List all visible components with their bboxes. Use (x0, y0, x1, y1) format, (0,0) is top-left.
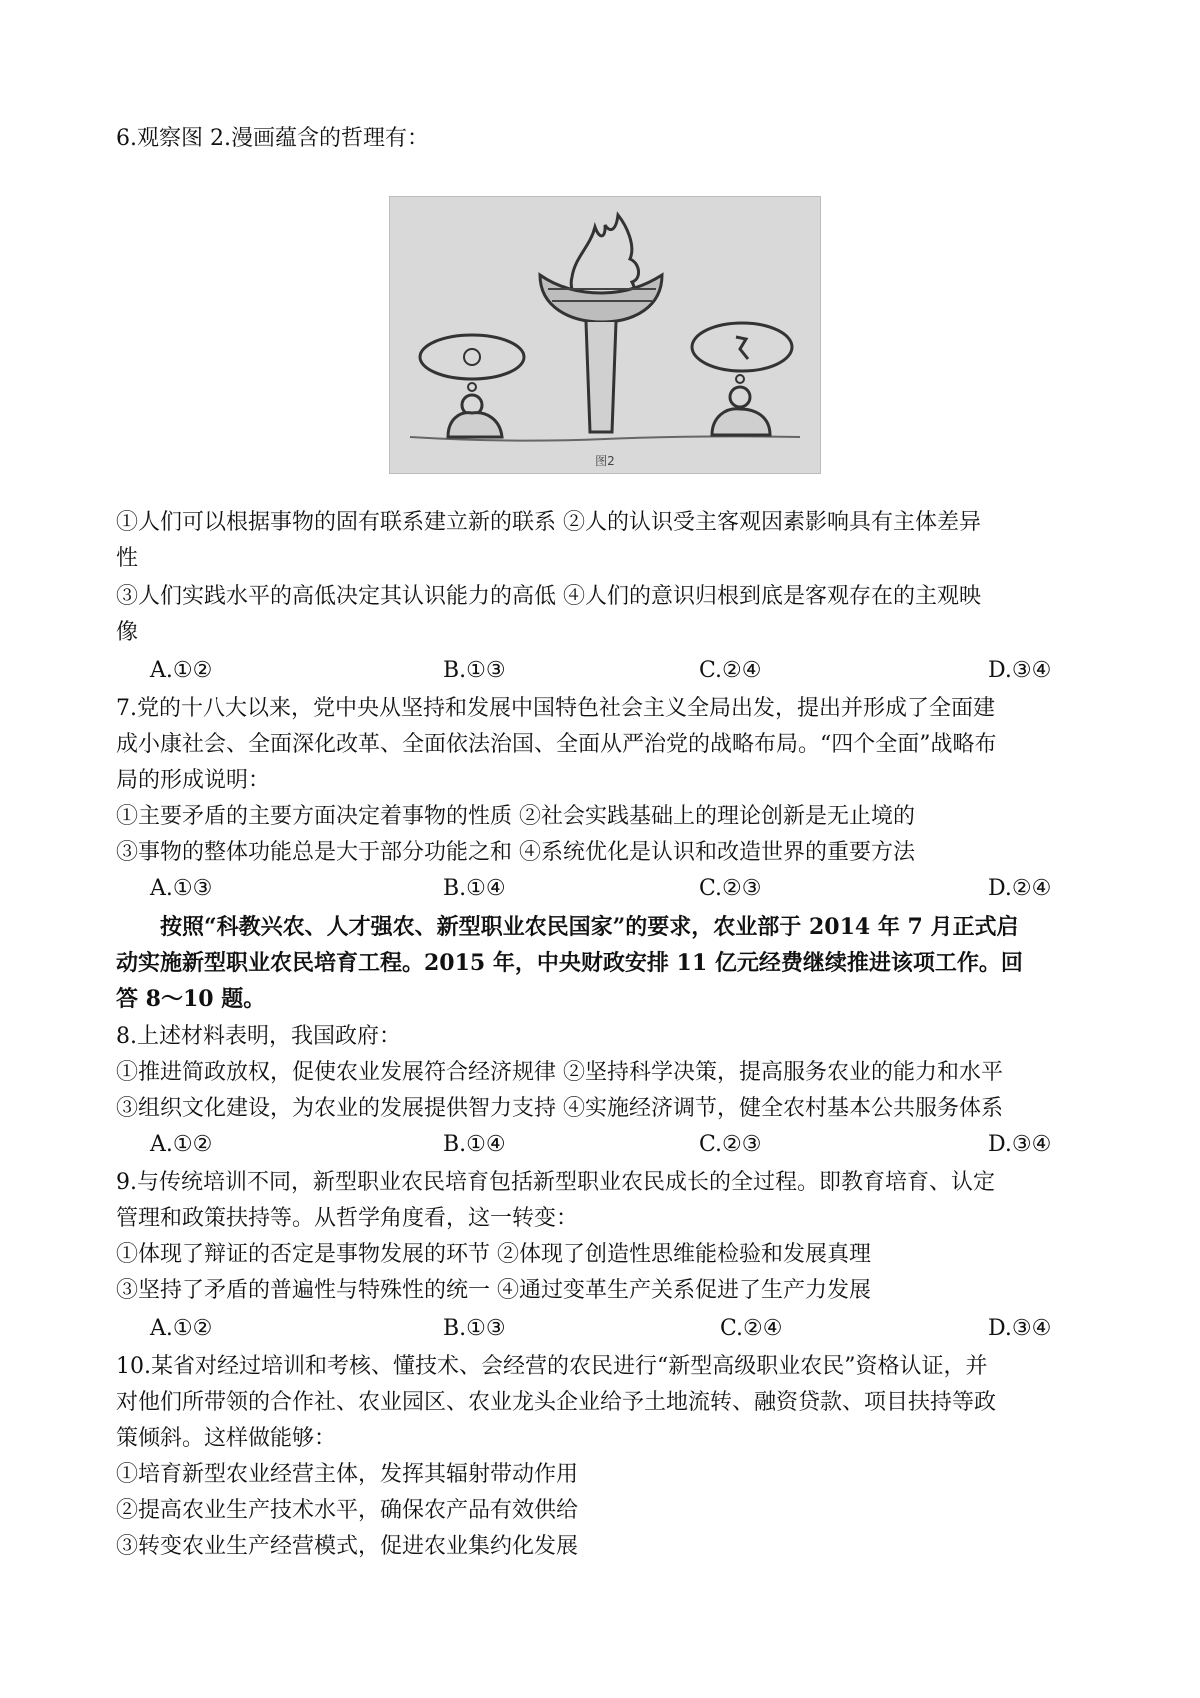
figure-caption: 图2 (595, 454, 615, 468)
q8-option-d[interactable]: D.③④ (988, 1132, 1052, 1157)
q7-statement-line1: ①主要矛盾的主要方面决定着事物的性质 ②社会实践基础上的理论创新是无止境的 (116, 804, 915, 829)
q9-stem-line1: 9.与传统培训不同，新型职业农民培育包括新型职业农民成长的全过程。即教育培育、认定 (116, 1170, 995, 1195)
q6-statement-line4: 像 (116, 620, 139, 645)
q10-statement-2: ②提高农业生产技术水平，确保农产品有效供给 (116, 1498, 579, 1523)
material-line2: 动实施新型职业农民培育工程。2015 年，中央财政安排 11 亿元经费继续推进该项工作。回 (116, 950, 1023, 976)
q6-option-a[interactable]: A.①② (150, 658, 213, 683)
q6-option-d[interactable]: D.③④ (988, 658, 1052, 683)
q9-option-b[interactable]: B.①③ (443, 1316, 506, 1341)
q8-option-c[interactable]: C.②③ (699, 1132, 762, 1157)
q7-stem-line3: 局的形成说明： (116, 768, 271, 793)
q9-option-d[interactable]: D.③④ (988, 1316, 1052, 1341)
q6-statement-line2: 性 (116, 546, 139, 571)
q6-option-c[interactable]: C.②④ (699, 658, 762, 683)
q7-stem-line1: 7.党的十八大以来，党中央从坚持和发展中国特色社会主义全局出发，提出并形成了全面建 (116, 696, 995, 721)
q7-option-b[interactable]: B.①④ (443, 876, 506, 901)
q8-statement-line2: ③组织文化建设，为农业的发展提供智力支持 ④实施经济调节，健全农村基本公共服务体系 (116, 1096, 1003, 1121)
cartoon-figure (389, 196, 821, 474)
q6-stem: 6.观察图 2.漫画蕴含的哲理有： (116, 126, 429, 151)
q8-statement-line1: ①推进简政放权，促使农业发展符合经济规律 ②坚持科学决策，提高服务农业的能力和水平 (116, 1060, 1003, 1085)
q9-option-c[interactable]: C.②④ (720, 1316, 783, 1341)
q10-stem-line2: 对他们所带领的合作社、农业园区、农业龙头企业给予土地流转、融资贷款、项目扶持等政 (116, 1390, 997, 1415)
q9-stem-line2: 管理和政策扶持等。从哲学角度看，这一转变： (116, 1206, 579, 1231)
material-line3: 答 8～10 题。 (116, 986, 266, 1012)
q9-option-a[interactable]: A.①② (150, 1316, 213, 1341)
q9-statement-line2: ③坚持了矛盾的普遍性与特殊性的统一 ④通过变革生产关系促进了生产力发展 (116, 1278, 871, 1303)
q8-option-a[interactable]: A.①② (150, 1132, 213, 1157)
q8-stem: 8.上述材料表明，我国政府： (116, 1024, 401, 1049)
q10-statement-3: ③转变农业生产经营模式，促进农业集约化发展 (116, 1534, 579, 1559)
material-line1: 按照“科教兴农、人才强农、新型职业农民国家”的要求，农业部于 2014 年 7 月正式启 (160, 914, 1019, 940)
q7-option-d[interactable]: D.②④ (988, 876, 1052, 901)
q7-statement-line2: ③事物的整体功能总是大于部分功能之和 ④系统优化是认识和改造世界的重要方法 (116, 840, 915, 865)
q10-statement-1: ①培育新型农业经营主体，发挥其辐射带动作用 (116, 1462, 579, 1487)
q8-option-b[interactable]: B.①④ (443, 1132, 506, 1157)
q10-stem-line1: 10.某省对经过培训和考核、懂技术、会经营的农民进行“新型高级职业农民”资格认证，并 (116, 1354, 988, 1379)
q6-statement-line3: ③人们实践水平的高低决定其认识能力的高低 ④人们的意识归根到底是客观存在的主观映 (116, 584, 981, 609)
q6-statement-line1: ①人们可以根据事物的固有联系建立新的联系 ②人的认识受主客观因素影响具有主体差异 (116, 510, 981, 535)
q7-option-c[interactable]: C.②③ (699, 876, 762, 901)
q7-stem-line2: 成小康社会、全面深化改革、全面依法治国、全面从严治党的战略布局。“四个全面”战略布 (116, 732, 997, 757)
cartoon-torch-illustration (390, 197, 820, 473)
q6-option-b[interactable]: B.①③ (443, 658, 506, 683)
q7-option-a[interactable]: A.①③ (150, 876, 213, 901)
q9-statement-line1: ①体现了辩证的否定是事物发展的环节 ②体现了创造性思维能检验和发展真理 (116, 1242, 871, 1267)
q10-stem-line3: 策倾斜。这样做能够： (116, 1426, 337, 1451)
